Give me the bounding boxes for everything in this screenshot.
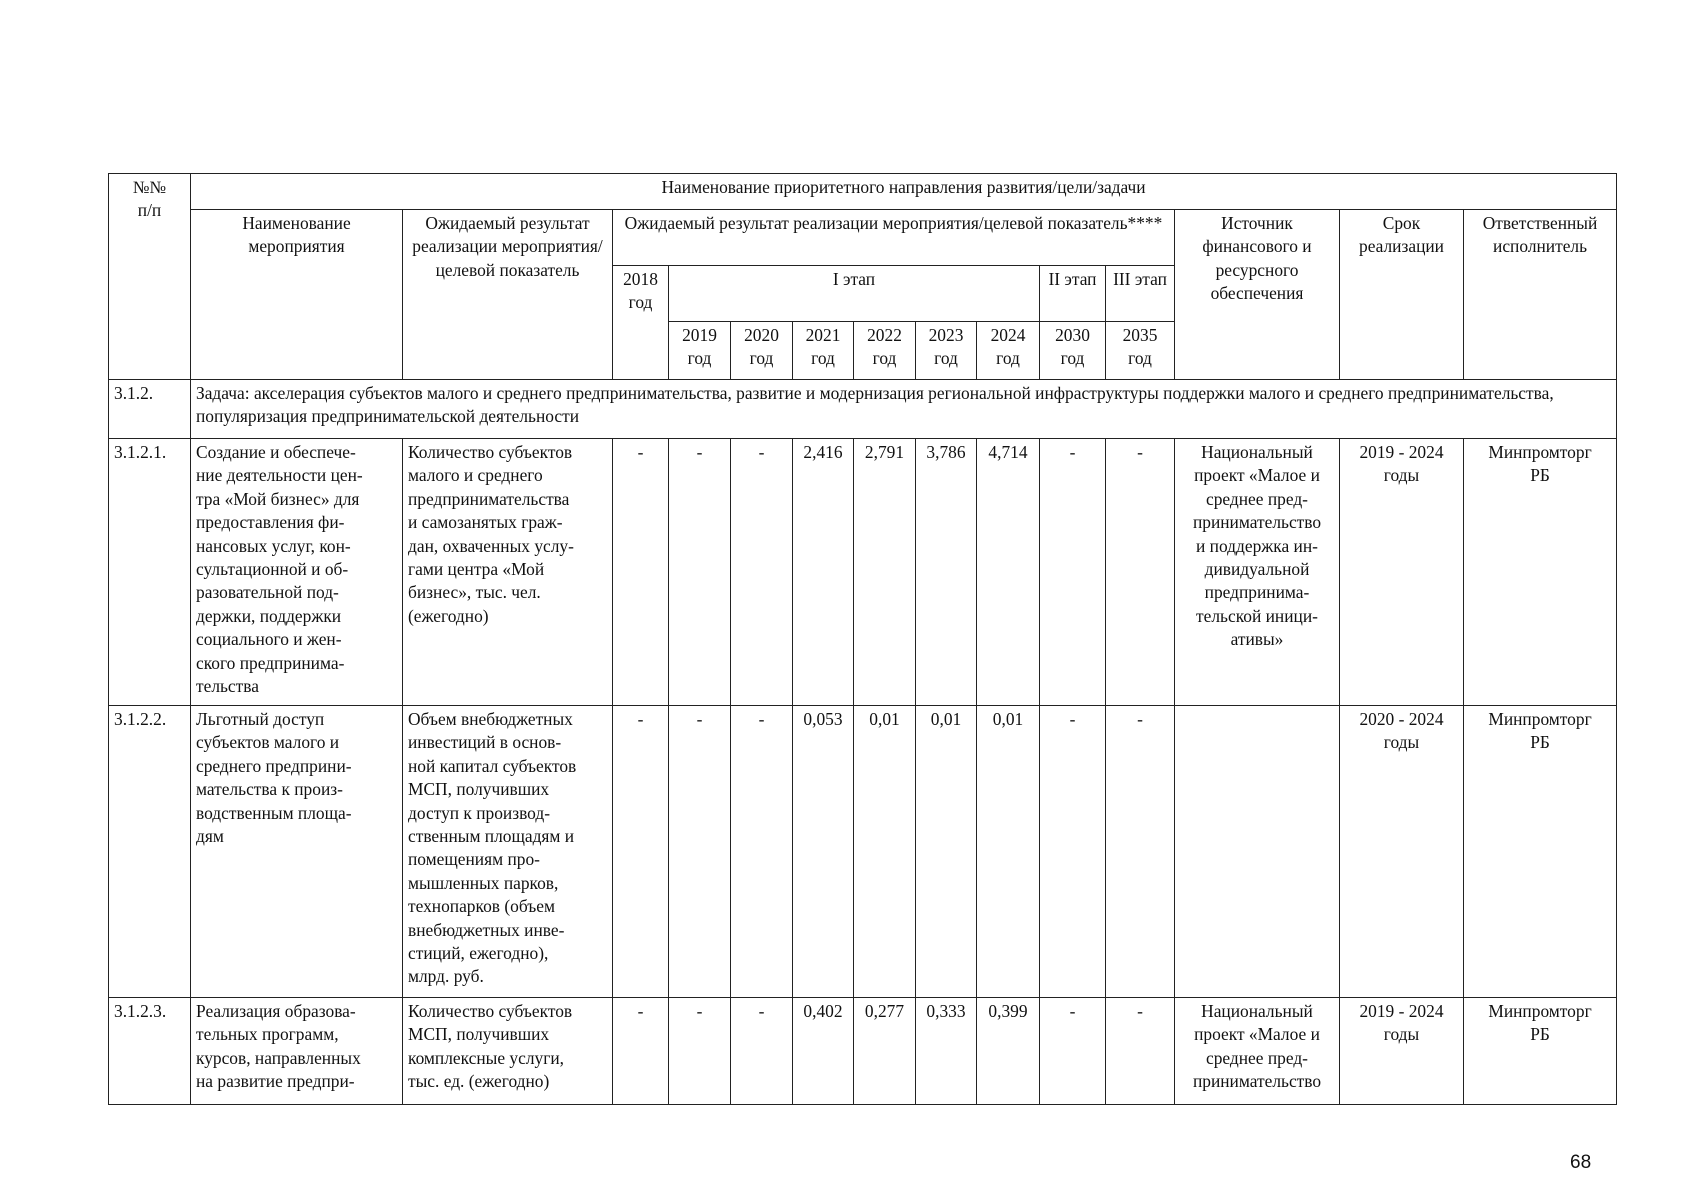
- row-value: -: [669, 439, 731, 706]
- header-event-name: Наименование мероприятия: [191, 210, 403, 380]
- header-title: Наименование приоритетного направления развития/цели/задачи: [191, 174, 1617, 210]
- page-number: 68: [1570, 1152, 1592, 1173]
- row-value: 0,053: [793, 706, 854, 998]
- row-value: -: [1106, 706, 1175, 998]
- header-year: 2020 год: [731, 322, 793, 380]
- header-expected-result-group: Ожидаемый результат реализации мероприятия/целевой показатель****: [613, 210, 1175, 266]
- row-responsible: Минпромторг РБ: [1464, 998, 1617, 1105]
- row-term: 2019 - 2024 годы: [1340, 998, 1464, 1105]
- row-term: 2020 - 2024 годы: [1340, 706, 1464, 998]
- row-value: -: [669, 706, 731, 998]
- header-stage-3: III этап: [1106, 266, 1175, 322]
- header-year: 2035 год: [1106, 322, 1175, 380]
- header-expected-result: Ожидаемый результат реализации мероприятия/целевой показатель: [403, 210, 613, 380]
- table-row: [109, 439, 1617, 706]
- row-value: -: [613, 706, 669, 998]
- header-stage-2: II этап: [1040, 266, 1106, 322]
- row-value: 0,333: [916, 998, 977, 1105]
- table-row: [109, 998, 1617, 1105]
- row-value: 0,01: [854, 706, 916, 998]
- row-value: -: [1106, 998, 1175, 1105]
- row-responsible: Минпромторг РБ: [1464, 706, 1617, 998]
- header-stage-1: I этап: [669, 266, 1040, 322]
- row-term: 2019 - 2024 годы: [1340, 439, 1464, 706]
- header-year: 2024 год: [977, 322, 1040, 380]
- table-row: [109, 706, 1617, 998]
- task-text: Задача: акселерация субъектов малого и среднего предпринимательства, развитие и модернизация региональной инфраструктуры поддержки малого и среднего предпринимательства, популяризация предпринимательской деятельности: [191, 380, 1617, 439]
- row-value: 0,01: [977, 706, 1040, 998]
- row-value: 2,416: [793, 439, 854, 706]
- header-year: 2022 год: [854, 322, 916, 380]
- row-value: -: [731, 706, 793, 998]
- header-year: 2023 год: [916, 322, 977, 380]
- row-responsible: Минпромторг РБ: [1464, 439, 1617, 706]
- row-value: -: [1040, 439, 1106, 706]
- row-num: 3.1.2.2.: [109, 706, 191, 998]
- row-value: -: [1040, 706, 1106, 998]
- header-year: 2030 год: [1040, 322, 1106, 380]
- header-row-1: [109, 174, 1617, 210]
- row-value: 3,786: [916, 439, 977, 706]
- row-value: -: [613, 439, 669, 706]
- row-value: 4,714: [977, 439, 1040, 706]
- row-value: -: [731, 998, 793, 1105]
- row-value: -: [1106, 439, 1175, 706]
- header-row-2: [109, 210, 1617, 266]
- row-indicator: Количество субъектов малого и среднего предпринимательства и самозанятых граж- дан, охваченных услу- гами центра «Мой бизнес», тыс. чел. (ежегодно): [403, 439, 613, 706]
- row-value: 0,402: [793, 998, 854, 1105]
- header-year: 2021 год: [793, 322, 854, 380]
- row-event-name: Льготный доступ субъектов малого и среднего предприни- мательства к произ- водственным площа- дям: [191, 706, 403, 998]
- row-value: 0,01: [916, 706, 977, 998]
- row-value: 0,399: [977, 998, 1040, 1105]
- row-value: -: [1040, 998, 1106, 1105]
- task-num: 3.1.2.: [109, 380, 191, 439]
- header-source: Источник финансового и ресурсного обеспечения: [1175, 210, 1340, 380]
- row-source: Национальный проект «Малое и среднее пред- принимательство: [1175, 998, 1340, 1105]
- header-num: №№ п/п: [109, 174, 191, 380]
- row-value: 0,277: [854, 998, 916, 1105]
- row-source: Национальный проект «Малое и среднее пред- принимательство и поддержка ин- дивидуальной предпринима- тельской иници- ативы»: [1175, 439, 1340, 706]
- task-row: [109, 380, 1617, 439]
- row-indicator: Количество субъектов МСП, получивших комплексные услуги, тыс. ед. (ежегодно): [403, 998, 613, 1105]
- row-num: 3.1.2.3.: [109, 998, 191, 1105]
- row-value: 2,791: [854, 439, 916, 706]
- header-term: Срок реализации: [1340, 210, 1464, 380]
- plan-table: [108, 173, 1617, 1105]
- row-value: -: [669, 998, 731, 1105]
- header-year-2018: 2018 год: [613, 266, 669, 380]
- header-year: 2019 год: [669, 322, 731, 380]
- row-event-name: Реализация образова- тельных программ, курсов, направленных на развитие предпри-: [191, 998, 403, 1105]
- row-value: -: [613, 998, 669, 1105]
- row-source: [1175, 706, 1340, 998]
- row-indicator: Объем внебюджетных инвестиций в основ- ной капитал субъектов МСП, получивших доступ к производ- ственным площадям и помещениям про- мышленных парков, технопарков (объем внебюджетных инве- стиций, ежегодно), млрд. руб.: [403, 706, 613, 998]
- row-event-name: Создание и обеспече- ние деятельности цен- тра «Мой бизнес» для предоставления фи- нансовых услуг, кон- сультационной и об- разовательной под- держки, поддержки социального и жен- ского предпринима- тельства: [191, 439, 403, 706]
- header-responsible: Ответственный исполнитель: [1464, 210, 1617, 380]
- row-value: -: [731, 439, 793, 706]
- row-num: 3.1.2.1.: [109, 439, 191, 706]
